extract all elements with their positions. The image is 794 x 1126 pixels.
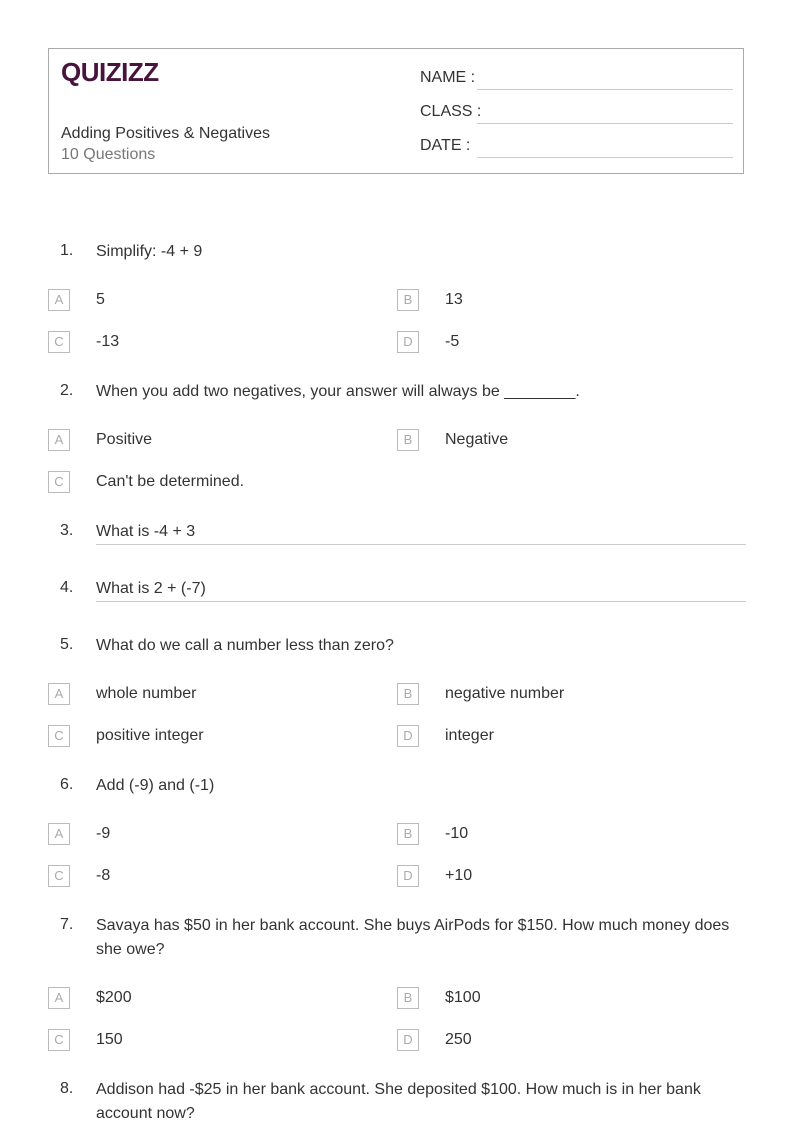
question-text: What is -4 + 3 — [96, 523, 196, 540]
option-a-text: 5 — [96, 291, 105, 308]
option-a-box[interactable]: A — [48, 429, 70, 451]
worksheet-header — [48, 48, 744, 174]
option-c-box[interactable]: C — [48, 725, 70, 747]
name-label: NAME : — [420, 69, 476, 86]
class-label: CLASS : — [420, 103, 482, 120]
option-b-box[interactable]: B — [397, 683, 419, 705]
date-label: DATE : — [420, 137, 471, 154]
question-text: When you add two negatives, your answer will always be ________. — [96, 383, 580, 400]
class-line[interactable] — [477, 123, 733, 124]
option-d-box[interactable]: D — [397, 331, 419, 353]
option-c-box[interactable]: C — [48, 331, 70, 353]
answer-line[interactable] — [96, 601, 746, 602]
option-c-text: 150 — [96, 1031, 123, 1048]
question-number: 5. — [60, 636, 74, 653]
option-b-box[interactable]: B — [397, 289, 419, 311]
option-c-box[interactable]: C — [48, 471, 70, 493]
option-b-text: Negative — [445, 431, 509, 448]
option-a-box[interactable]: A — [48, 289, 70, 311]
option-d-box[interactable]: D — [397, 865, 419, 887]
option-b-text: $100 — [445, 989, 481, 1006]
option-b-text: negative number — [445, 685, 565, 702]
quizizz-logo: QUIZIZZ — [61, 57, 159, 87]
question-text: Savaya has $50 in her bank account. She buys AirPods for $150. How much money does she owe? — [96, 917, 730, 958]
option-c-text: -8 — [96, 867, 111, 884]
option-d-box[interactable]: D — [397, 1029, 419, 1051]
option-a-text: $200 — [96, 989, 132, 1006]
answer-line[interactable] — [96, 544, 746, 545]
option-c-box[interactable]: C — [48, 1029, 70, 1051]
option-d-box[interactable]: D — [397, 725, 419, 747]
question-number: 7. — [60, 916, 74, 933]
question-number: 6. — [60, 776, 74, 793]
option-d-text: +10 — [445, 867, 473, 884]
option-a-box[interactable]: A — [48, 987, 70, 1009]
option-b-box[interactable]: B — [397, 987, 419, 1009]
option-c-text: -13 — [96, 333, 120, 350]
question-number: 2. — [60, 382, 74, 399]
option-b-text: -10 — [445, 825, 469, 842]
option-b-box[interactable]: B — [397, 429, 419, 451]
option-a-text: -9 — [96, 825, 111, 842]
question-text: Addison had -$25 in her bank account. She deposited $100. How much is in her bank account now? — [96, 1081, 701, 1122]
question-text: What is 2 + (-7) — [96, 580, 206, 597]
option-c-box[interactable]: C — [48, 865, 70, 887]
option-a-text: whole number — [96, 685, 197, 702]
name-line[interactable] — [477, 89, 733, 90]
option-a-box[interactable]: A — [48, 823, 70, 845]
option-c-text: positive integer — [96, 727, 204, 744]
question-number: 4. — [60, 579, 74, 596]
option-a-box[interactable]: A — [48, 683, 70, 705]
question-text: Simplify: -4 + 9 — [96, 243, 203, 260]
question-count: 10 Questions — [61, 146, 156, 163]
option-b-text: 13 — [445, 291, 463, 308]
option-d-text: -5 — [445, 333, 460, 350]
worksheet-title: Adding Positives & Negatives — [61, 125, 270, 142]
option-a-text: Positive — [96, 431, 153, 448]
option-d-text: integer — [445, 727, 494, 744]
option-b-box[interactable]: B — [397, 823, 419, 845]
question-number: 8. — [60, 1080, 74, 1097]
question-text: What do we call a number less than zero? — [96, 637, 394, 654]
question-number: 3. — [60, 522, 74, 539]
option-c-text: Can't be determined. — [96, 473, 245, 490]
question-text: Add (-9) and (-1) — [96, 777, 215, 794]
question-number: 1. — [60, 242, 74, 259]
option-d-text: 250 — [445, 1031, 472, 1048]
date-line[interactable] — [477, 157, 733, 158]
